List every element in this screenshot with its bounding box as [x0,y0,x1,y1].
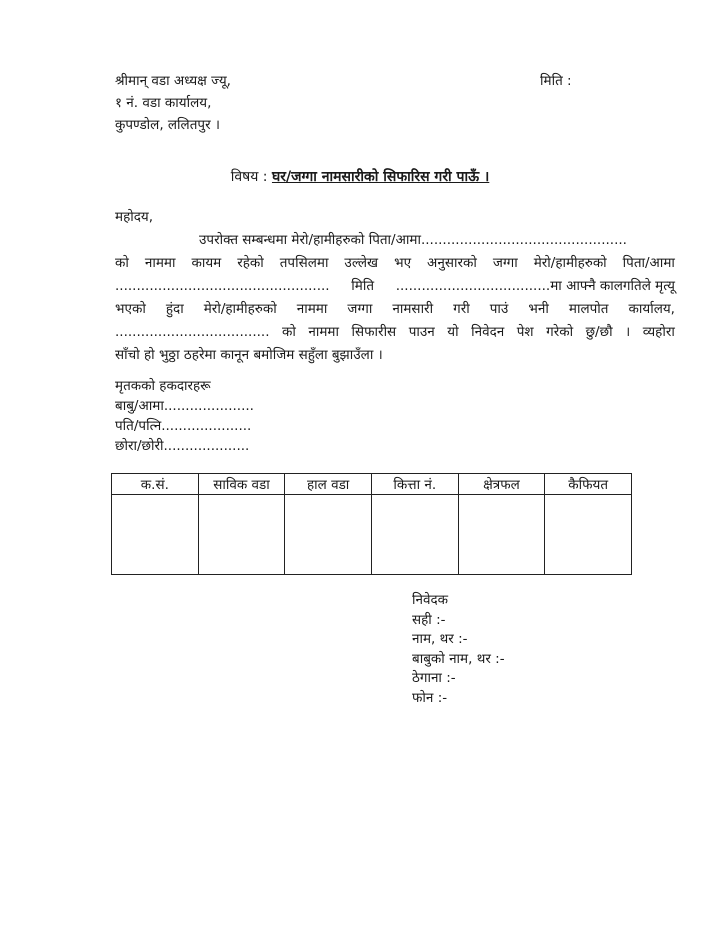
table-row [112,495,632,575]
heirs-section [115,376,254,456]
table-cell [112,495,199,575]
body-word: हुंदा [165,301,184,317]
body-word: भए [394,255,412,271]
body-word: कायम [191,255,222,271]
body-word: निवेदन [471,324,505,340]
body-word: गरेको [546,324,574,340]
table-cell [285,495,372,575]
address-field: ठेगाना :- [412,670,456,686]
body-paragraph [115,229,675,367]
address-line: श्रीमान् वडा अध्यक्ष ज्यू, [115,73,231,89]
phone-field: फोन :- [412,689,448,706]
body-word: रहेको [237,255,264,271]
father-name-field: बाबुको नाम, थर :- [412,650,505,667]
body-word: गरी [453,301,470,317]
table-header-row [112,474,632,495]
column-header: क्षेत्रफल [458,474,545,495]
subject-label: विषय : [230,169,268,185]
body-line [115,229,675,252]
body-word: पेश [516,324,534,340]
body-word: पाउं [489,301,509,317]
body-word: भनी [528,301,549,317]
column-header: कित्ता नं. [371,474,458,495]
body-word: नामसारी [392,301,434,317]
column-header: साविक वडा [198,474,285,495]
column-header: हाल वडा [285,474,372,495]
body-line [115,344,675,367]
body-word: सिफारीस [351,324,397,340]
applicant-section [412,591,505,708]
body-word: जग्गा [347,301,373,317]
body-word: कार्यालय, [628,301,675,317]
name-field: नाम, थर :- [412,631,468,647]
table-cell [545,495,632,575]
date-label: मिति : [540,73,572,89]
table-cell [458,495,545,575]
body-word: नाममा [308,324,340,340]
body-word: मेरो/हामीहरुको [533,255,607,271]
body-word: जग्गा [492,255,518,271]
land-details-table [111,473,632,575]
body-word: .................................... [115,324,270,340]
body-word: मालपोत [568,301,609,317]
column-header: क.सं. [112,474,199,495]
body-word: मेरो/हामीहरुको [203,301,277,317]
heir-line: बाबु/आमा..................... [115,398,254,414]
body-word: को [282,324,296,340]
table-cell [371,495,458,575]
recipient-address [115,70,231,136]
body-word: तपसिलमा [279,255,329,271]
body-word: उल्लेख [344,255,379,271]
body-word: नाममा [144,255,176,271]
body-word: को [115,255,129,271]
table-cell [198,495,285,575]
body-word: छु/छौ [585,324,613,340]
body-word: यो [447,324,459,340]
heirs-title: मृतकको हकदारहरू [115,378,211,394]
body-line [115,275,675,298]
body-word: । [625,324,631,340]
heir-line: पति/पत्नि..................... [115,418,252,434]
body-line [115,298,675,321]
body-word: .................................................. [115,278,330,294]
salutation: महोदय, [115,209,154,225]
body-word: नाममा [296,301,328,317]
body-word: मिति [351,278,375,294]
subject-text: घर/जग्गा नामसारीको सिफारिस गरी पाऊँ । [271,169,490,185]
body-line [115,252,675,275]
body-word: व्यहोरा [642,324,675,340]
body-word: साँचो हो भुठ्ठा ठहरेमा कानून बमोजिम सहुँला बुझाउँला । [115,347,383,363]
body-word: भएको [115,301,146,317]
address-line: कुपण्डोल, ललितपुर । [115,117,220,133]
subject-line [0,167,720,186]
signature-field: सही :- [412,611,446,628]
body-word: उपरोक्त सम्बन्धमा मेरो/हामीहरुको पिता/आमा................................................ [199,232,627,248]
body-word: ....................................मा आफ्नै कालगतिले मृत्यू [395,278,675,294]
heir-line: छोरा/छोरी.................... [115,438,250,454]
applicant-heading: निवेदक [412,592,449,608]
body-word: पाउन [408,324,435,340]
body-word: अनुसारको [427,255,477,271]
body-word: पिता/आमा [622,255,675,271]
body-line [115,321,675,344]
column-header: कैफियत [545,474,632,495]
address-line: १ नं. वडा कार्यालय, [115,95,212,111]
